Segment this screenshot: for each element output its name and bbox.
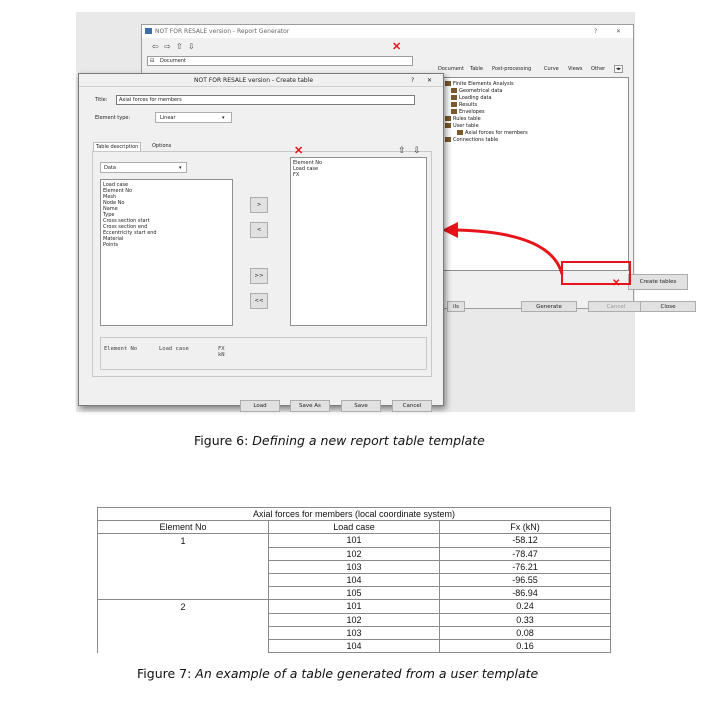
add-all-button[interactable]: >> — [250, 268, 268, 284]
result-table — [97, 507, 611, 653]
cell-load-case: 104 — [269, 639, 440, 652]
cell-fx: 0.16 — [440, 639, 611, 652]
cancel-button[interactable]: Cancel — [392, 400, 432, 412]
field-item[interactable]: Load case — [103, 182, 129, 188]
generate-button[interactable]: Generate — [521, 301, 577, 312]
folder-icon — [451, 95, 457, 100]
result-table-wrapper — [96, 500, 616, 651]
cell-element — [98, 639, 269, 652]
cell-element: 1 — [98, 534, 269, 547]
tab-views[interactable]: Views — [568, 66, 583, 72]
cell-load-case: 103 — [269, 626, 440, 639]
tree-item-user-table[interactable]: User table — [445, 123, 479, 129]
preview-col-fx-unit: kN — [218, 352, 225, 358]
field-item[interactable]: Mesh — [103, 194, 117, 200]
cell-element — [98, 613, 269, 626]
tree-item-connections-table[interactable]: Connections table — [445, 137, 498, 143]
delete-table-icon[interactable]: ✕ — [612, 278, 621, 289]
tab-options[interactable]: Options — [152, 143, 172, 149]
table-row — [98, 560, 611, 573]
field-item[interactable]: Type — [103, 212, 115, 218]
element-type-label: Element type: — [95, 115, 131, 121]
cancel-generate-button[interactable]: Cancel — [588, 301, 644, 312]
delete-icon[interactable]: ✕ — [392, 41, 402, 53]
tree-item-envelopes[interactable]: Envelopes — [451, 109, 485, 115]
cell-fx: -78.47 — [440, 547, 611, 560]
cell-load-case: 102 — [269, 613, 440, 626]
close-button[interactable]: Close — [640, 301, 696, 312]
cell-element — [98, 587, 269, 600]
selected-field-item[interactable]: Element No — [293, 160, 323, 166]
main-title-bar — [142, 25, 633, 38]
table-row — [98, 613, 611, 626]
title-input[interactable] — [116, 95, 415, 105]
preview-col-element: Element No — [104, 346, 138, 352]
remove-field-button[interactable]: < — [250, 222, 268, 238]
folder-icon — [445, 123, 451, 128]
cell-fx: 0.08 — [440, 626, 611, 639]
cell-load-case: 105 — [269, 587, 440, 600]
help-icon[interactable]: ? — [594, 28, 598, 35]
table-row — [98, 547, 611, 560]
table-icon — [457, 130, 463, 135]
tab-document[interactable]: Document — [438, 66, 464, 72]
add-field-button[interactable]: > — [250, 197, 268, 213]
expand-icon[interactable]: ⊟ — [150, 58, 155, 64]
selected-field-item[interactable]: Load case — [293, 166, 319, 172]
table-row — [98, 600, 611, 613]
cell-load-case: 101 — [269, 534, 440, 547]
figure-6-caption — [194, 433, 485, 448]
table-title: Axial forces for members (local coordinate system) — [98, 508, 611, 521]
cell-element: 2 — [98, 600, 269, 613]
cell-element — [98, 573, 269, 586]
data-select-value: Data — [104, 165, 116, 171]
app-icon — [145, 28, 152, 34]
cell-fx: -76.21 — [440, 560, 611, 573]
document-tree-panel — [147, 56, 413, 66]
partial-button[interactable]: ils — [447, 301, 465, 312]
arrow-down-icon[interactable]: ⇩ — [413, 145, 421, 155]
load-button[interactable]: Load — [240, 400, 280, 412]
field-item[interactable]: Cross section end — [103, 224, 148, 230]
figure-7-text: An example of a table generated from a user template — [195, 666, 539, 681]
dialog-title-bar — [79, 74, 443, 87]
field-item[interactable]: Cross section start — [103, 218, 150, 224]
cell-fx: 0.33 — [440, 613, 611, 626]
field-item[interactable]: Name — [103, 206, 118, 212]
header-fx: Fx (kN) — [440, 521, 611, 534]
tab-table-description[interactable]: Table description — [93, 142, 141, 151]
folder-icon — [451, 88, 457, 93]
field-item[interactable]: Eccentricity start end — [103, 230, 157, 236]
tab-table[interactable]: Table — [470, 66, 483, 72]
report-generator-screenshot — [76, 12, 677, 412]
folder-icon — [445, 137, 451, 142]
table-row — [98, 587, 611, 600]
tree-item-geometrical-data[interactable]: Geometrical data — [451, 88, 502, 94]
cell-load-case: 102 — [269, 547, 440, 560]
available-fields-list[interactable] — [100, 179, 233, 326]
cell-fx: -86.94 — [440, 587, 611, 600]
tree-item-results[interactable]: Results — [451, 102, 477, 108]
figure-6-label: Figure 6: — [194, 433, 249, 448]
cell-element — [98, 560, 269, 573]
field-item[interactable]: Material — [103, 236, 124, 242]
close-icon[interactable]: ✕ — [616, 28, 622, 35]
save-as-button[interactable]: Save As — [290, 400, 330, 412]
arrow-right-icon[interactable]: ⇨ — [164, 42, 171, 51]
dialog-close-icon[interactable]: ✕ — [427, 77, 433, 84]
element-type-value: Linear — [160, 115, 176, 121]
folder-icon — [445, 116, 451, 121]
create-table-dialog — [78, 73, 444, 409]
create-tables-button[interactable]: Create tables — [628, 274, 688, 290]
main-window-title: NOT FOR RESALE version - Report Generator — [155, 28, 290, 35]
dialog-title: NOT FOR RESALE version - Create table — [194, 77, 314, 84]
selected-field-item[interactable]: FX — [293, 172, 300, 178]
element-type-select[interactable] — [155, 112, 232, 123]
table-row — [98, 626, 611, 639]
cell-load-case: 101 — [269, 600, 440, 613]
cell-element — [98, 547, 269, 560]
tree-item-fea[interactable]: Finite Elements Analysis — [445, 81, 514, 87]
remove-all-button[interactable]: << — [250, 293, 268, 309]
arrow-left-icon[interactable]: ⇦ — [152, 42, 159, 51]
header-load-case: Load case — [269, 521, 440, 534]
table-preview — [100, 337, 427, 370]
document-node[interactable]: Document — [160, 58, 186, 64]
field-item[interactable]: Node No — [103, 200, 125, 206]
tab-post-processing[interactable]: Post-processing — [492, 66, 532, 72]
cell-load-case: 103 — [269, 560, 440, 573]
highlight-box — [561, 261, 631, 285]
arrow-head — [442, 222, 458, 238]
header-element-no: Element No — [98, 521, 269, 534]
table-row — [98, 534, 611, 547]
cell-element — [98, 626, 269, 639]
folder-icon — [445, 81, 451, 86]
dialog-help-icon[interactable]: ? — [411, 77, 415, 84]
cell-load-case: 104 — [269, 573, 440, 586]
tab-other[interactable]: Other — [591, 66, 606, 72]
title-input-value: Axial forces for members — [119, 97, 182, 103]
save-button[interactable]: Save — [341, 400, 381, 412]
chevron-down-icon[interactable]: ▾ — [222, 115, 225, 121]
preview-col-load-case: Load case — [159, 346, 189, 352]
cell-fx: 0.24 — [440, 600, 611, 613]
table-row — [98, 573, 611, 586]
title-label: Title: — [95, 97, 108, 103]
cell-fx: -58.12 — [440, 534, 611, 547]
red-arrow — [436, 212, 566, 282]
data-select[interactable] — [100, 162, 187, 173]
cell-fx: -96.55 — [440, 573, 611, 586]
arrow-up-icon[interactable]: ⇧ — [176, 42, 183, 51]
figure-6-text: Defining a new report table template — [252, 433, 485, 448]
tree-item-rules-table[interactable]: Rules table — [445, 116, 481, 122]
tab-scroll-arrows[interactable]: ◂▸ — [616, 66, 622, 72]
chevron-down-icon[interactable]: ▾ — [179, 165, 182, 171]
table-row — [98, 639, 611, 652]
tab-curve[interactable]: Curve — [544, 66, 559, 72]
field-item[interactable]: Element No — [103, 188, 133, 194]
folder-icon — [451, 109, 457, 114]
selected-fields-list[interactable] — [290, 157, 427, 326]
figure-7-caption — [137, 666, 538, 681]
folder-icon — [451, 102, 457, 107]
field-item[interactable]: Points — [103, 242, 119, 248]
arrow-curve — [456, 230, 562, 274]
arrow-up-icon[interactable]: ⇧ — [398, 145, 406, 155]
delete-icon[interactable]: ✕ — [294, 145, 304, 157]
main-tabs — [437, 64, 632, 75]
arrow-down-icon[interactable]: ⇩ — [188, 42, 195, 51]
figure-7-label: Figure 7: — [137, 666, 192, 681]
tree-item-loading-data[interactable]: Loading data — [451, 95, 492, 101]
preview-col-fx: FX — [218, 346, 225, 352]
tree-item-axial-forces[interactable]: Axial forces for members — [457, 130, 528, 136]
